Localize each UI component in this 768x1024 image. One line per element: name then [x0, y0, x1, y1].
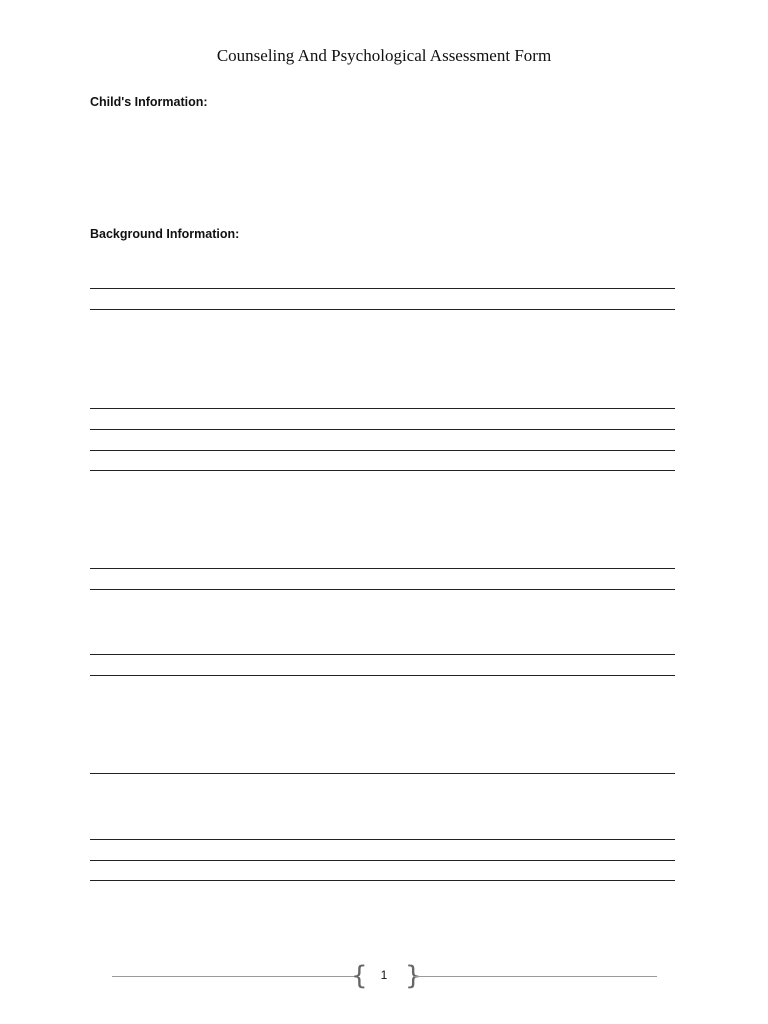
answer-line[interactable] — [90, 450, 675, 451]
answer-line[interactable] — [90, 568, 675, 569]
answer-line[interactable] — [90, 839, 675, 840]
page-title: Counseling And Psychological Assessment Form — [216, 46, 552, 65]
footer-rule-left — [112, 976, 356, 977]
answer-line[interactable] — [90, 429, 675, 430]
answer-line[interactable] — [90, 860, 675, 861]
footer-rule-right — [413, 976, 657, 977]
answer-line[interactable] — [90, 470, 675, 471]
answer-line[interactable] — [90, 408, 675, 409]
answer-line[interactable] — [90, 309, 675, 310]
answer-line[interactable] — [90, 654, 675, 655]
right-brace-icon: } — [405, 961, 422, 991]
answer-line[interactable] — [90, 589, 675, 590]
answer-line[interactable] — [90, 880, 675, 881]
left-brace-icon: { — [351, 961, 368, 991]
section-heading-child-info: Child's Information: — [90, 95, 208, 109]
section-heading-background: Background Information: — [90, 227, 240, 241]
answer-line[interactable] — [90, 773, 675, 774]
answer-line[interactable] — [90, 675, 675, 676]
page-number: 1 — [380, 968, 388, 982]
answer-line[interactable] — [90, 288, 675, 289]
